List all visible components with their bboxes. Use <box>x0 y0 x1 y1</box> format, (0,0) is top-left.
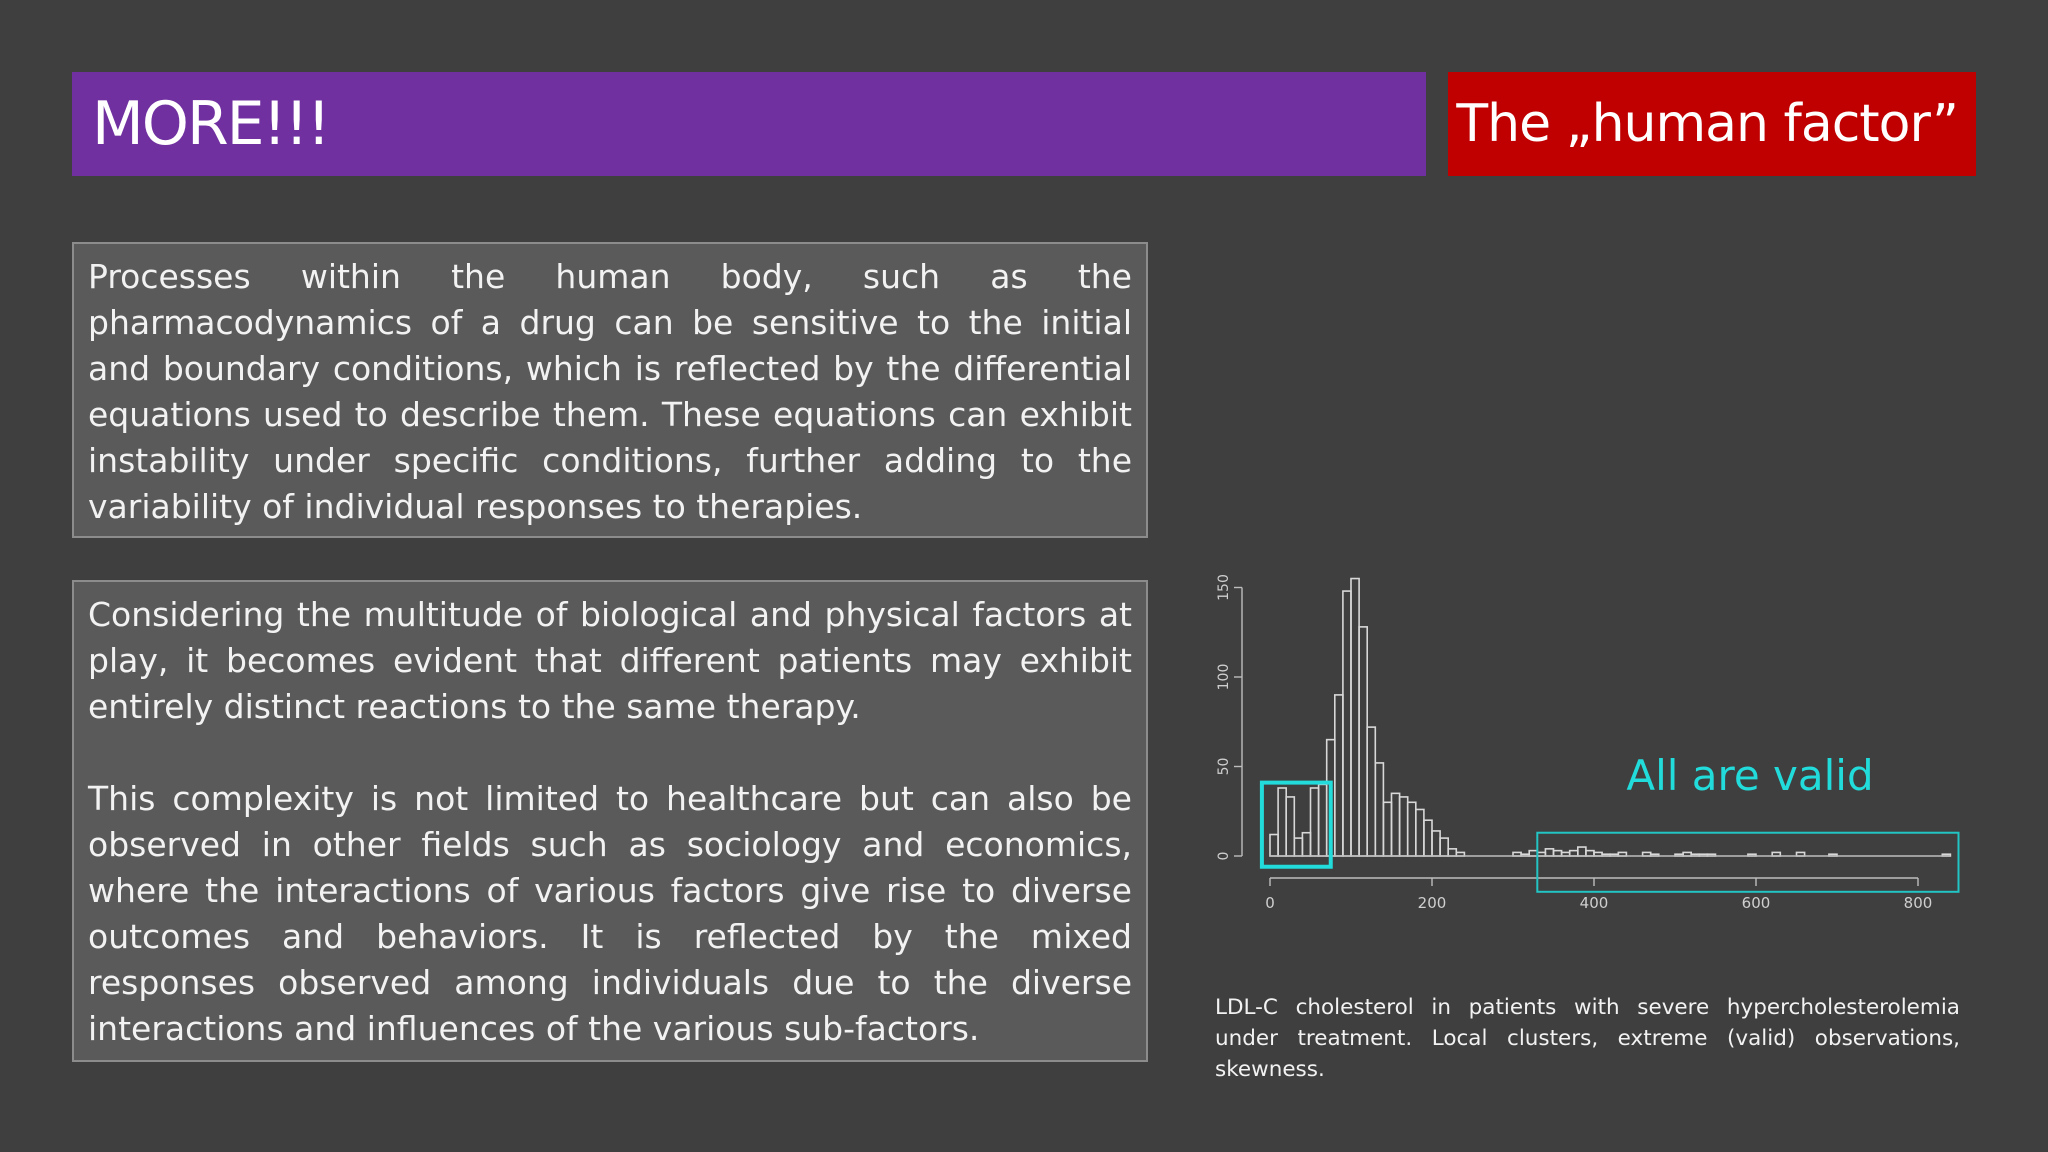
histogram-bar <box>1586 851 1594 856</box>
histogram-bar <box>1424 820 1432 856</box>
y-tick-label: 150 <box>1216 574 1232 601</box>
x-tick-label: 400 <box>1579 894 1609 912</box>
histogram-svg <box>1190 280 1990 940</box>
histogram-bar <box>1578 847 1586 856</box>
highlight-box <box>1537 833 1958 892</box>
annotation-label: All are valid <box>1626 751 1874 800</box>
highlight-box <box>1262 783 1331 867</box>
histogram-bar <box>1319 784 1327 856</box>
histogram-bar <box>1351 579 1359 856</box>
histogram-bar <box>1432 831 1440 856</box>
histogram-bar <box>1343 591 1351 856</box>
topic-badge-label: The „human factor” <box>1456 94 1958 154</box>
paragraph-patient-reactions: Considering the multitude of biological and physical factors at play, it becomes evident that different patients may exhibit entirely distinct reactions to the same therapy. <box>88 595 1132 726</box>
topic-badge <box>1448 72 1976 176</box>
histogram-bar <box>1367 727 1375 856</box>
chart-caption: LDL-C cholesterol in patients with severe hypercholesterolemia under treatment. Local clusters, extreme (valid) observations, skewness. <box>1215 995 1960 1082</box>
histogram-bar <box>1302 833 1310 856</box>
x-tick-label: 800 <box>1903 894 1933 912</box>
histogram-bar <box>1311 788 1319 856</box>
paragraph-complexity: This complexity is not limited to healthcare but can also be observed in other fields such as sociology and economics, where the interactions of various factors give rise to diverse outcomes and behaviors. It is reflected by the mixed responses observed among individuals due to the diverse interactions and influences of the various sub-factors. <box>88 779 1132 1048</box>
title-bar <box>72 72 1426 176</box>
histogram-bar <box>1440 838 1448 856</box>
histogram-bar <box>1448 849 1456 856</box>
histogram-bar <box>1416 809 1424 856</box>
histogram-bar <box>1554 851 1562 856</box>
histogram-bar <box>1408 802 1416 856</box>
y-tick-label: 50 <box>1216 757 1232 776</box>
y-tick-label: 100 <box>1216 663 1232 691</box>
histogram-bar <box>1335 695 1343 856</box>
y-tick-label: 0 <box>1216 851 1232 861</box>
histogram-bar <box>1392 793 1400 856</box>
slide-title: MORE!!! <box>92 89 329 159</box>
histogram-bar <box>1545 849 1553 856</box>
x-tick-label: 0 <box>1265 894 1275 912</box>
histogram-bar <box>1375 763 1383 856</box>
text-box-pharmacodynamics <box>72 242 1148 538</box>
histogram-bar <box>1400 797 1408 856</box>
histogram-bar <box>1383 802 1391 856</box>
histogram-bar <box>1294 838 1302 856</box>
histogram-chart <box>1190 280 1990 940</box>
histogram-bar <box>1286 797 1294 856</box>
histogram-bar <box>1529 851 1537 856</box>
paragraph-pharmacodynamics: Processes within the human body, such as the pharmacodynamics of a drug can be sensitive to the initial and boundary conditions, which is reflected by the differential equations used to describe them. These equations can exhibit instability under specific conditions, further adding to the variability of individual responses to therapies. <box>88 257 1132 526</box>
histogram-bar <box>1570 851 1578 856</box>
histogram-bar <box>1359 627 1367 856</box>
x-tick-label: 200 <box>1417 894 1447 912</box>
histogram-bar <box>1270 835 1278 856</box>
text-box-variability <box>72 580 1148 1062</box>
histogram-bar <box>1278 788 1286 856</box>
x-tick-label: 600 <box>1741 894 1771 912</box>
